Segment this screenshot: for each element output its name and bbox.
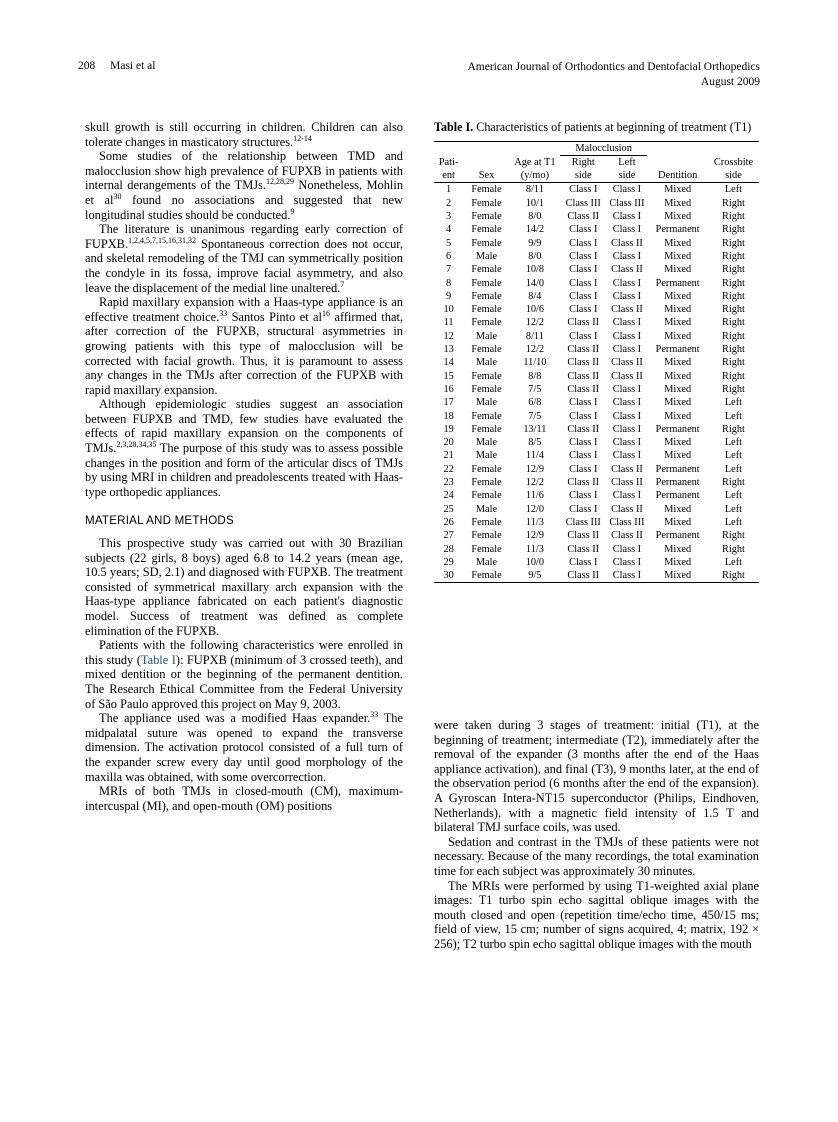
cell-crossbite-side: Left xyxy=(724,184,743,196)
table-caption xyxy=(434,120,759,135)
cell-sex: Female xyxy=(471,543,502,555)
cell-age: 10/0 xyxy=(525,556,545,568)
cell-patient: 22 xyxy=(443,463,454,475)
cell-right-side: Class I xyxy=(569,490,598,502)
cell-crossbite-side: Left xyxy=(724,397,743,409)
cell-left-side: Class I xyxy=(612,250,642,262)
cell-left-side: Class I xyxy=(607,569,648,583)
cell-right-side: Class I xyxy=(569,290,598,302)
table-row xyxy=(434,556,759,569)
cell-dentition: Mixed xyxy=(664,357,692,369)
paragraph: MRIs of both TMJs in closed-mouth (CM), maximum-intercuspal (MI), and open-mouth (OM) positions xyxy=(85,784,403,813)
table-caption-label: Table I. xyxy=(434,120,474,134)
cell-patient: 12 xyxy=(443,330,454,342)
table-row xyxy=(434,183,759,197)
column-header-crossbite-side: Crossbite side xyxy=(708,155,759,183)
cell-dentition: Mixed xyxy=(664,237,692,249)
cell-left-side: Class I xyxy=(612,397,642,409)
table-row xyxy=(434,277,759,290)
cell-patient: 16 xyxy=(443,383,454,395)
table-header-row xyxy=(434,155,759,183)
paragraph: Rapid maxillary expansion with a Haas-type appliance is an effective treatment choice.$^{33}$ Santos Pinto et $al^{16}$ affirmed that, after correction of the FUPXB, structural asymmetries in growing patients with this type of malocclusion will be corrected with facial growth. Thus, it is paramount to assess any changes in the TMJs after correction of the FUPXB with rapid maxillary expansion. xyxy=(85,295,403,397)
cell-dentition: Mixed xyxy=(664,290,692,302)
paragraph-with-table-link: Patients with the following characteristics were enrolled in this study (Table I): FUPXB (minimum of 3 crossed teeth), and mixed dentition or the beginning of the permanent dentition. The Research Ethical Committee from the Federal University of São Paulo approved this project on May 9, 2003. xyxy=(85,638,403,711)
column-header-dentition: Dentition xyxy=(647,155,708,183)
cell-sex: Male xyxy=(475,437,498,449)
left-column xyxy=(85,120,403,813)
cell-age: 7/5 xyxy=(528,410,542,422)
cell-crossbite-side: Left xyxy=(724,516,743,528)
table-row xyxy=(434,503,759,516)
cell-dentition: Permanent xyxy=(655,344,700,356)
cell-crossbite-side: Right xyxy=(722,357,745,369)
cell-right-side: Class I xyxy=(569,184,598,196)
cell-crossbite-side: Left xyxy=(724,450,743,462)
cell-age: 10/1 xyxy=(525,197,545,209)
cell-crossbite-side: Right xyxy=(722,317,745,329)
cell-patient: 6 xyxy=(446,250,452,262)
column-header-patient: Pati- ent xyxy=(434,155,463,183)
cell-crossbite-side: Right xyxy=(722,330,745,342)
table-row xyxy=(434,223,759,236)
cell-patient: 2 xyxy=(446,197,452,209)
cell-sex: Female xyxy=(471,490,502,502)
cell-patient: 15 xyxy=(443,370,454,382)
cell-dentition: Mixed xyxy=(664,304,692,316)
cell-crossbite-side: Right xyxy=(722,211,745,223)
cell-patient: 13 xyxy=(443,344,454,356)
patient-characteristics-table xyxy=(434,141,759,584)
column-header-left-side: Left side xyxy=(607,155,648,183)
spacer-cell xyxy=(510,141,560,155)
cell-left-side: Class II xyxy=(611,264,643,276)
cell-crossbite-side: Right xyxy=(722,250,745,262)
cell-crossbite-side: Right xyxy=(708,569,759,583)
cell-crossbite-side: Right xyxy=(722,237,745,249)
cell-age: 6/8 xyxy=(528,397,542,409)
cell-dentition: Mixed xyxy=(664,383,692,395)
cell-age: 12/2 xyxy=(525,344,545,356)
cell-crossbite-side: Right xyxy=(722,277,745,289)
cell-dentition: Mixed xyxy=(664,437,692,449)
cell-left-side: Class II xyxy=(611,530,643,542)
header-right xyxy=(467,60,760,90)
cell-left-side: Class I xyxy=(612,450,642,462)
cell-age: 12/9 xyxy=(525,463,545,475)
cell-left-side: Class I xyxy=(612,556,642,568)
table-row xyxy=(434,489,759,502)
table-row xyxy=(434,303,759,316)
cell-right-side: Class II xyxy=(567,383,600,395)
cell-dentition: Mixed xyxy=(664,317,692,329)
cell-dentition: Mixed xyxy=(664,556,692,568)
cell-patient: 8 xyxy=(446,277,452,289)
cell-sex: Male xyxy=(475,397,498,409)
table-group-header-row xyxy=(434,141,759,155)
cell-dentition: Mixed xyxy=(664,211,692,223)
table-row xyxy=(434,436,759,449)
cell-right-side: Class III xyxy=(565,516,601,528)
table-row xyxy=(434,197,759,210)
cell-dentition: Mixed xyxy=(664,397,692,409)
table-block xyxy=(434,120,759,583)
cell-patient: 19 xyxy=(443,423,454,435)
cell-patient: 26 xyxy=(443,516,454,528)
cell-patient: 18 xyxy=(443,410,454,422)
cell-right-side: Class I xyxy=(569,397,598,409)
cell-age: 8/0 xyxy=(528,211,542,223)
cell-dentition: Permanent xyxy=(655,490,700,502)
cell-age: 8/11 xyxy=(525,330,544,342)
cell-patient: 24 xyxy=(443,490,454,502)
cell-sex: Male xyxy=(475,250,498,262)
cell-patient: 27 xyxy=(443,530,454,542)
cell-age: 10/8 xyxy=(525,264,545,276)
cell-dentition: Mixed xyxy=(664,450,692,462)
cell-crossbite-side: Left xyxy=(724,410,743,422)
cell-age: 11/6 xyxy=(525,490,544,502)
cell-dentition: Permanent xyxy=(655,477,700,489)
column-header-sex: Sex xyxy=(463,155,510,183)
cell-left-side: Class I xyxy=(612,437,642,449)
cell-right-side: Class II xyxy=(567,477,600,489)
table-row xyxy=(434,529,759,542)
cell-right-side: Class II xyxy=(567,357,600,369)
cell-age: 13/11 xyxy=(523,423,547,435)
table-body xyxy=(434,183,759,583)
paragraph: Some studies of the relationship between TMD and malocclusion show high prevalence of FUPXB in patients with internal derangements of the TMJs.$^{12,28,29}$ Nonetheless, Mohlin et $al^{30}$ found no associations and suggested that new longitudinal studies should be conducted.$^9$ xyxy=(85,149,404,222)
cell-right-side: Class I xyxy=(569,224,598,236)
cell-left-side: Class II xyxy=(611,370,643,382)
cell-patient: 21 xyxy=(443,450,454,462)
cell-crossbite-side: Right xyxy=(722,290,745,302)
paragraph: were taken during 3 stages of treatment: initial (T1), at the beginning of treatment; intermediate (T2), immediately after the removal of the expander (3 months after the end of the Haas appliance activation), and final (T3), 9 months later, at the end of the observation period (6 months after the end of the expansion). A Gyroscan Intera-NT15 superconductor (Philips, Eindhoven, Netherlands), with a magnetic field intensity of 1.5 T and bilateral TMJ surface coils, was used. xyxy=(434,718,759,835)
cell-right-side: Class I xyxy=(569,264,598,276)
cell-sex: Female xyxy=(471,224,502,236)
cell-dentition: Mixed xyxy=(664,370,692,382)
cell-crossbite-side: Right xyxy=(722,344,745,356)
cell-age: 11/3 xyxy=(525,516,544,528)
cell-sex: Male xyxy=(475,556,498,568)
cell-patient: 28 xyxy=(443,543,454,555)
cell-patient: 17 xyxy=(443,397,454,409)
cell-dentition: Permanent xyxy=(655,277,700,289)
cell-dentition: Mixed xyxy=(664,503,692,515)
paragraph: Although epidemiologic studies suggest an association between FUPXB and TMD, few studies have evaluated the effects of rapid maxillary expansion on the components of TMJs.$^{2,3,28,34,35}$ The purpose of this study was to assess possible changes in the position and form of the articular discs of TMJs by using MRI in children and preadolescents treated with Haas-type orthopedic appliances. xyxy=(85,397,403,499)
table-row xyxy=(434,343,759,356)
cell-age: 12/2 xyxy=(525,477,545,489)
cell-age: 9/5 xyxy=(510,569,560,583)
cell-dentition: Permanent xyxy=(655,530,700,542)
cell-sex: Female xyxy=(471,530,502,542)
cell-right-side: Class I xyxy=(569,410,598,422)
cell-age: 8/11 xyxy=(525,184,544,196)
table-row xyxy=(434,356,759,369)
cell-patient: 30 xyxy=(434,569,463,583)
table-row xyxy=(434,383,759,396)
cell-right-side: Class I xyxy=(569,237,598,249)
table-row xyxy=(434,449,759,462)
cell-crossbite-side: Left xyxy=(724,556,743,568)
cell-sex: Female xyxy=(471,370,502,382)
cell-age: 12/2 xyxy=(525,317,545,329)
cell-sex: Female xyxy=(471,304,502,316)
cell-age: 11/4 xyxy=(525,450,544,462)
cell-left-side: Class II xyxy=(611,237,643,249)
running-author: Masi et al xyxy=(110,60,156,72)
cell-left-side: Class I xyxy=(612,290,642,302)
cell-right-side: Class I xyxy=(569,330,598,342)
cell-patient: 7 xyxy=(446,264,452,276)
table-caption-text: Characteristics of patients at beginning of treatment (T1) xyxy=(476,120,752,134)
cell-right-side: Class III xyxy=(565,197,601,209)
cell-left-side: Class I xyxy=(612,383,642,395)
cell-crossbite-side: Left xyxy=(724,503,743,515)
column-header-right-side: Right side xyxy=(560,155,607,183)
table-row xyxy=(434,210,759,223)
cell-age: 11/3 xyxy=(525,543,544,555)
cell-sex: Female xyxy=(471,423,502,435)
cell-left-side: Class I xyxy=(612,410,642,422)
table-row xyxy=(434,250,759,263)
right-column xyxy=(434,718,759,952)
paragraph: Sedation and contrast in the TMJs of these patients were not necessary. Because of the many recordings, the total examination time for each subject was approximately 30 minutes. xyxy=(434,834,759,878)
cell-sex: Female xyxy=(471,184,502,196)
cell-sex: Male xyxy=(475,503,498,515)
cell-dentition: Mixed xyxy=(664,330,692,342)
paragraph: skull growth is still occurring in children. Children can also tolerate changes in masticatory structures.$^{12-14}$ xyxy=(85,120,403,149)
cell-dentition: Mixed xyxy=(647,569,708,583)
cell-right-side: Class II xyxy=(567,211,600,223)
cell-crossbite-side: Left xyxy=(724,490,743,502)
table-row xyxy=(434,476,759,489)
cell-crossbite-side: Right xyxy=(722,383,745,395)
journal-title: American Journal of Orthodontics and Dentofacial Orthopedics xyxy=(467,61,760,73)
cell-dentition: Mixed xyxy=(664,543,692,555)
cell-dentition: Mixed xyxy=(664,264,692,276)
cell-patient: 10 xyxy=(443,304,454,316)
cell-patient: 23 xyxy=(443,477,454,489)
table-row xyxy=(434,569,759,583)
table-row xyxy=(434,396,759,409)
cell-sex: Female xyxy=(471,290,502,302)
cell-left-side: Class I xyxy=(612,211,642,223)
cell-crossbite-side: Right xyxy=(722,477,745,489)
cell-right-side: Class I xyxy=(569,277,598,289)
cell-age: 8/8 xyxy=(528,370,542,382)
section-heading: MATERIAL AND METHODS xyxy=(85,514,234,528)
cell-crossbite-side: Left xyxy=(724,463,743,475)
table-row xyxy=(434,410,759,423)
page-number: 208 xyxy=(78,60,96,72)
cell-age: 8/4 xyxy=(528,290,542,302)
table-row xyxy=(434,543,759,556)
table-row xyxy=(434,423,759,436)
cell-age: 8/5 xyxy=(528,437,542,449)
cell-sex: Female xyxy=(463,569,510,583)
cell-age: 7/5 xyxy=(528,383,542,395)
cell-left-side: Class I xyxy=(612,490,642,502)
cell-dentition: Mixed xyxy=(664,410,692,422)
column-header-age: Age at T1 (y/mo) xyxy=(510,155,560,183)
column-group-malocclusion: Malocclusion xyxy=(560,141,647,155)
cell-sex: Female xyxy=(471,463,502,475)
cell-sex: Female xyxy=(471,344,502,356)
cell-crossbite-side: Right xyxy=(722,304,745,316)
cell-left-side: Class II xyxy=(611,503,643,515)
spacer-cell xyxy=(434,141,463,155)
paragraph: The appliance used was a modified Haas expander.$^{33}$ The midpalatal suture was opened to expand the transverse dimension. The activation protocol consisted of a full turn of the expander screw every day until good morphology of the maxilla was obtained, with some overcorrection. xyxy=(85,710,403,784)
header-left xyxy=(78,60,155,72)
cell-sex: Female xyxy=(471,264,502,276)
cell-dentition: Permanent xyxy=(655,463,700,475)
cell-patient: 20 xyxy=(443,437,454,449)
cell-crossbite-side: Right xyxy=(722,423,745,435)
cell-right-side: Class II xyxy=(567,423,600,435)
table-row xyxy=(434,316,759,329)
cell-right-side: Class I xyxy=(569,437,598,449)
cell-age: 8/0 xyxy=(528,250,542,262)
paragraph: This prospective study was carried out with 30 Brazilian subjects (22 girls, 8 boys) aged 6.8 to 14.2 years (mean age, 10.5 years; SD, 2.1) and diagnosed with FUPXB. The treatment consisted of symmetrical maxillary arch expansion with the Haas-type appliance fabricated on each patient's diagnostic model. Success of treatment was defined as complete elimination of the FUPXB. xyxy=(85,536,403,638)
cell-sex: Female xyxy=(471,383,502,395)
cell-crossbite-side: Right xyxy=(722,197,745,209)
cell-right-side: Class II xyxy=(560,569,607,583)
cell-dentition: Mixed xyxy=(664,197,692,209)
cell-age: 10/6 xyxy=(525,304,545,316)
cell-right-side: Class I xyxy=(569,503,598,515)
table-row xyxy=(434,237,759,250)
cell-left-side: Class I xyxy=(612,330,642,342)
cell-left-side: Class II xyxy=(611,357,643,369)
cell-patient: 14 xyxy=(443,357,454,369)
cell-crossbite-side: Right xyxy=(722,264,745,276)
cell-left-side: Class I xyxy=(612,277,642,289)
table-head xyxy=(434,141,759,183)
cell-left-side: Class I xyxy=(612,317,642,329)
cell-sex: Male xyxy=(475,357,498,369)
cell-age: 9/9 xyxy=(528,237,542,249)
cell-dentition: Mixed xyxy=(664,250,692,262)
cell-right-side: Class I xyxy=(569,463,598,475)
table-row xyxy=(434,370,759,383)
paragraph: The literature is unanimous regarding early correction of FUPXB.$^{1,2,4,5,7,15,16,31,32}$ Spontaneous correction does not occur, and skeletal remodeling of the TMJ can symmetrically position the condyle in its fossa, improve facial asymmetry, and also leave the displacement of the medial line unaltered.$^7$ xyxy=(85,222,403,295)
cell-right-side: Class II xyxy=(567,344,600,356)
table-reference-link[interactable]: Table I xyxy=(140,652,176,667)
cell-right-side: Class II xyxy=(567,543,600,555)
cell-patient: 25 xyxy=(443,503,454,515)
cell-dentition: Permanent xyxy=(655,224,700,236)
cell-right-side: Class II xyxy=(567,370,600,382)
spacer-cell xyxy=(647,141,708,155)
cell-sex: Female xyxy=(471,317,502,329)
cell-right-side: Class I xyxy=(569,450,598,462)
cell-dentition: Mixed xyxy=(664,516,692,528)
cell-crossbite-side: Right xyxy=(722,543,745,555)
cell-dentition: Mixed xyxy=(664,184,692,196)
cell-right-side: Class I xyxy=(569,556,598,568)
cell-crossbite-side: Left xyxy=(724,437,743,449)
cell-left-side: Class II xyxy=(611,477,643,489)
cell-patient: 29 xyxy=(443,556,454,568)
cell-left-side: Class I xyxy=(612,543,642,555)
cell-left-side: Class III xyxy=(609,516,645,528)
cell-patient: 11 xyxy=(443,317,454,329)
cell-left-side: Class I xyxy=(612,224,642,236)
cell-patient: 3 xyxy=(446,211,452,223)
cell-left-side: Class I xyxy=(612,184,642,196)
table-row xyxy=(434,290,759,303)
cell-age: 12/9 xyxy=(525,530,545,542)
table-row xyxy=(434,330,759,343)
cell-right-side: Class II xyxy=(567,530,600,542)
cell-left-side: Class II xyxy=(611,304,643,316)
cell-age: 14/0 xyxy=(525,277,545,289)
cell-left-side: Class I xyxy=(612,344,642,356)
table-row xyxy=(434,516,759,529)
page-header xyxy=(78,60,760,100)
cell-dentition: Permanent xyxy=(655,423,700,435)
cell-right-side: Class I xyxy=(569,304,598,316)
cell-patient: 4 xyxy=(446,224,452,236)
cell-age: 12/0 xyxy=(525,503,545,515)
cell-age: 11/10 xyxy=(523,357,547,369)
cell-patient: 1 xyxy=(446,184,452,196)
cell-left-side: Class I xyxy=(612,423,642,435)
cell-sex: Male xyxy=(475,450,498,462)
cell-patient: 9 xyxy=(446,290,452,302)
spacer-cell xyxy=(463,141,510,155)
spacer-cell xyxy=(708,141,759,155)
paragraph: The MRIs were performed by using T1-weighted axial plane images: T1 turbo spin echo sagittal oblique images with the mouth closed and open (repetition time/echo time, 450/15 ms; field of view, 15 cm; number of signs acquired, 4; matrix, 192 × 256); T2 turbo spin echo sagittal oblique images with the mouth xyxy=(434,878,759,951)
cell-sex: Female xyxy=(471,410,502,422)
cell-left-side: Class II xyxy=(611,463,643,475)
cell-left-side: Class III xyxy=(609,197,645,209)
cell-sex: Female xyxy=(471,516,502,528)
cell-sex: Female xyxy=(471,277,502,289)
cell-age: 14/2 xyxy=(525,224,545,236)
cell-right-side: Class II xyxy=(567,317,600,329)
cell-crossbite-side: Right xyxy=(722,370,745,382)
table-row xyxy=(434,263,759,276)
cell-crossbite-side: Right xyxy=(722,530,745,542)
cell-sex: Male xyxy=(475,330,498,342)
cell-sex: Female xyxy=(471,197,502,209)
cell-crossbite-side: Right xyxy=(722,224,745,236)
cell-patient: 5 xyxy=(446,237,452,249)
issue-date: August 2009 xyxy=(700,76,760,88)
cell-sex: Female xyxy=(471,477,502,489)
cell-sex: Female xyxy=(471,237,502,249)
cell-right-side: Class I xyxy=(569,250,598,262)
cell-sex: Female xyxy=(471,211,502,223)
table-row xyxy=(434,463,759,476)
